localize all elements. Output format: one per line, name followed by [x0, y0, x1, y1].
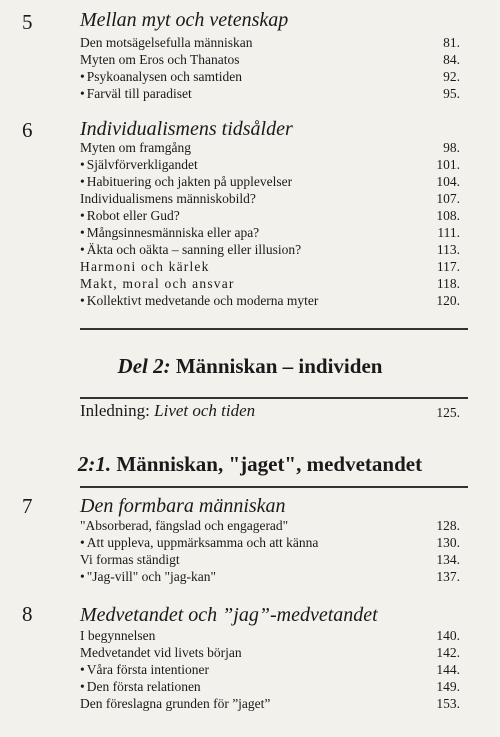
entry-label: Individualismens människobild?: [80, 191, 256, 206]
entry-page: 130.: [436, 535, 460, 550]
section-name: Människan, "jaget", medvetandet: [116, 452, 423, 476]
entry-page: 113.: [436, 242, 460, 257]
entry-page: 81.: [443, 35, 460, 50]
entry-label: Den motsägelsefulla människan: [80, 35, 253, 50]
entry-page: 111.: [437, 225, 460, 240]
entry-label: • Att uppleva, uppmärksamma och att känna: [80, 535, 318, 551]
chapter-number: 5: [22, 10, 33, 34]
toc-entry[interactable]: [80, 552, 460, 568]
entry-label: Medvetandet vid livets början: [80, 645, 242, 660]
toc-entry[interactable]: [80, 535, 460, 551]
chapter-title: Mellan myt och vetenskap: [80, 9, 289, 31]
entry-label: I begynnelsen: [80, 628, 156, 643]
toc-entry[interactable]: [80, 157, 460, 173]
entry-label: • Farväl till paradiset: [80, 86, 192, 102]
entry-page: 137.: [436, 569, 460, 584]
toc-entry[interactable]: [80, 242, 460, 258]
section-title: [0, 452, 500, 477]
chapter-title: Individualismens tidsålder: [80, 118, 293, 140]
entry-page: 128.: [436, 518, 460, 533]
toc-entry[interactable]: [80, 52, 460, 68]
toc-entry[interactable]: [80, 174, 460, 190]
part-title: [0, 354, 500, 379]
entry-label: Harmoni och kärlek: [80, 259, 210, 274]
entry-label: • Våra första intentioner: [80, 662, 209, 678]
chapter-title: Medvetandet och ”jag”-medvetandet: [80, 604, 378, 626]
entry-label: • Robot eller Gud?: [80, 208, 180, 224]
part-name: Människan – individen: [175, 354, 383, 378]
entry-page: 144.: [436, 662, 460, 677]
entry-page: 149.: [436, 679, 460, 694]
toc-entry[interactable]: [80, 569, 460, 585]
entry-label: • Kollektivt medvetande och moderna myter: [80, 293, 318, 309]
chapter-number: 7: [22, 494, 33, 518]
toc-entry[interactable]: [80, 276, 460, 292]
toc-entry[interactable]: [80, 679, 460, 695]
entry-page: 140.: [436, 628, 460, 643]
toc-entry[interactable]: [80, 645, 460, 661]
toc-entry[interactable]: [80, 696, 460, 712]
toc-entry[interactable]: [80, 518, 460, 534]
entry-page: 101.: [436, 157, 460, 172]
divider: [80, 328, 468, 330]
intro-page: 125.: [436, 405, 460, 420]
entry-label: • Habituering och jakten på upplevelser: [80, 174, 292, 190]
chapter-number: 8: [22, 602, 33, 626]
chapter-number: 6: [22, 118, 33, 142]
entry-page: 118.: [436, 276, 460, 291]
entry-label: • Äkta och oäkta – sanning eller illusion?: [80, 242, 301, 258]
toc-entry[interactable]: [80, 225, 460, 241]
entry-label: • Psykoanalysen och samtiden: [80, 69, 242, 85]
entry-label: "Absorberad, fängslad och engagerad": [80, 518, 289, 533]
intro-title: Livet och tiden: [154, 401, 256, 420]
entry-page: 153.: [436, 696, 460, 711]
intro-label: Inledning:: [80, 401, 150, 420]
entry-page: 107.: [436, 191, 460, 206]
part-prefix: Del 2:: [117, 354, 171, 378]
toc-entry[interactable]: [80, 662, 460, 678]
section-prefix: 2:1.: [77, 452, 112, 476]
toc-entry[interactable]: [80, 259, 460, 275]
entry-label: Vi formas ständigt: [80, 552, 180, 567]
toc-entry[interactable]: [80, 628, 460, 644]
entry-label: Myten om framgång: [80, 140, 191, 155]
toc-entry[interactable]: [80, 69, 460, 85]
entry-label: Myten om Eros och Thanatos: [80, 52, 240, 67]
divider: [80, 486, 468, 488]
entry-label: Makt, moral och ansvar: [80, 276, 235, 291]
intro-entry[interactable]: [80, 401, 460, 421]
toc-entry[interactable]: [80, 140, 460, 156]
entry-label: • Självförverkligandet: [80, 157, 198, 173]
entry-page: 108.: [436, 208, 460, 223]
toc-entry[interactable]: [80, 208, 460, 224]
entry-page: 104.: [436, 174, 460, 189]
entry-label: Den föreslagna grunden för ”jaget”: [80, 696, 271, 711]
entry-page: 98.: [443, 140, 460, 155]
toc-entry[interactable]: [80, 293, 460, 309]
entry-page: 134.: [436, 552, 460, 567]
entry-page: 84.: [443, 52, 460, 67]
toc-entry[interactable]: [80, 86, 460, 102]
entry-label: • "Jag-vill" och "jag-kan": [80, 569, 216, 585]
entry-label: • Mångsinnesmänniska eller apa?: [80, 225, 259, 241]
entry-page: 92.: [443, 69, 460, 84]
chapter-title: Den formbara människan: [80, 495, 286, 517]
toc-entry[interactable]: [80, 191, 460, 207]
entry-page: 117.: [436, 259, 460, 274]
entry-label: • Den första relationen: [80, 679, 201, 695]
entry-page: 95.: [443, 86, 460, 101]
toc-entry[interactable]: [80, 35, 460, 51]
entry-page: 142.: [436, 645, 460, 660]
entry-page: 120.: [436, 293, 460, 308]
divider: [80, 397, 468, 399]
